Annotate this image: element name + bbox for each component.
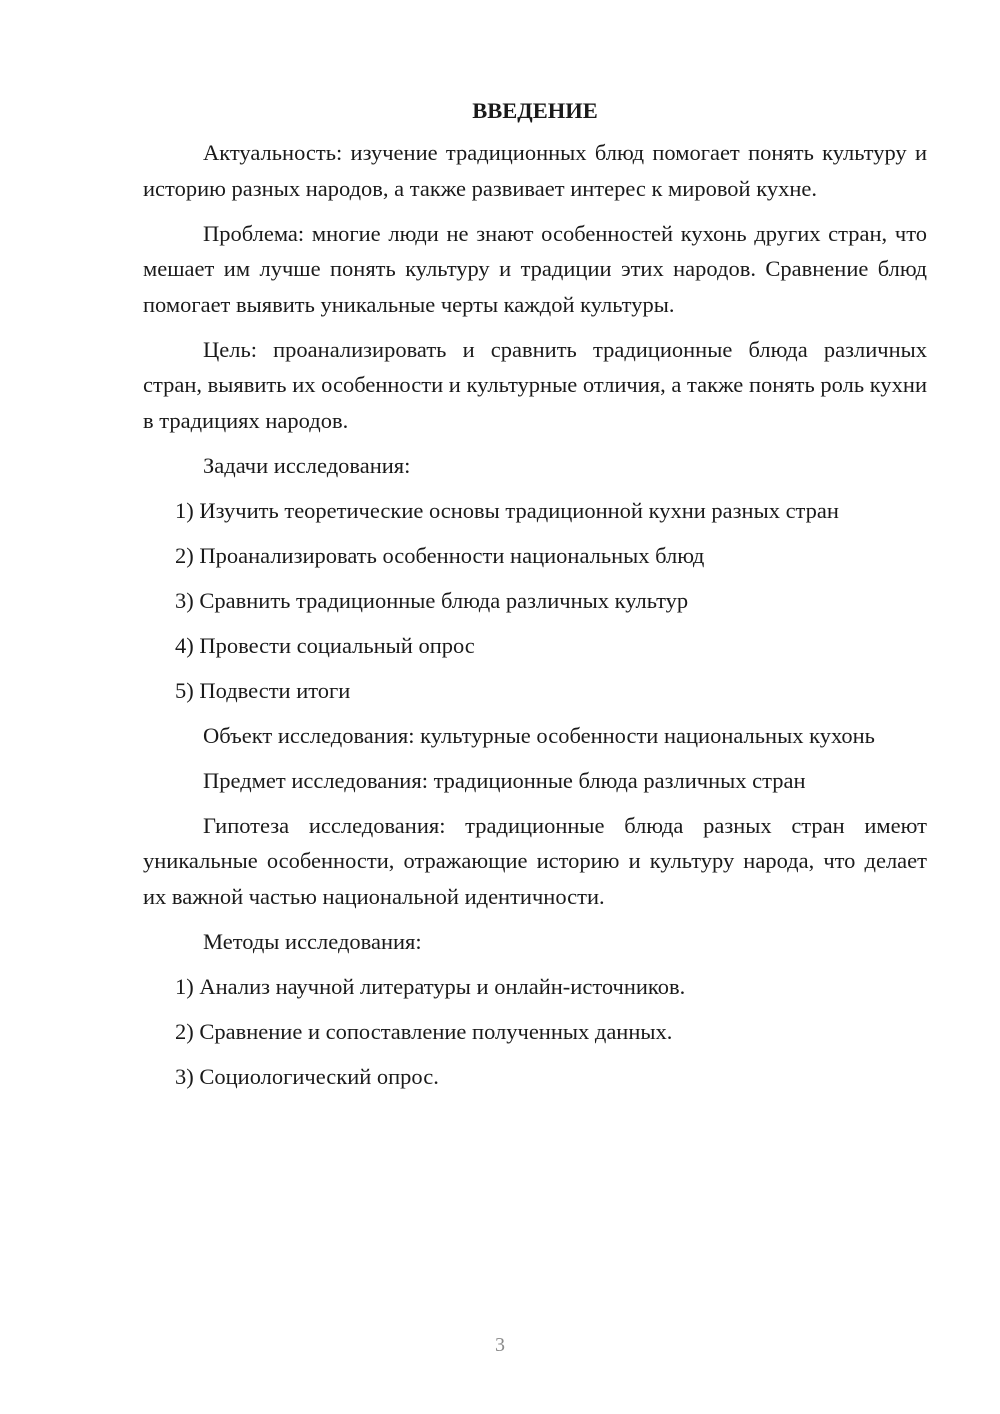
page-content — [143, 96, 927, 1104]
task-item: 2) Проанализировать особенности национальных блюд — [175, 542, 705, 568]
subject-paragraph: Предмет исследования: традиционные блюда различных стран — [203, 767, 806, 793]
section-title: ВВЕДЕНИЕ — [472, 98, 598, 123]
problem-paragraph: Проблема: многие люди не знают особенностей кухонь других стран, что мешает им лучше понять культуру и традиции этих народов. Сравнение блюд помогает выявить уникальные черты каждой культуры. — [143, 220, 927, 317]
method-item: 2) Сравнение и сопоставление полученных данных. — [175, 1018, 673, 1044]
task-item: 3) Сравнить традиционные блюда различных культур — [175, 587, 689, 613]
tasks-list — [143, 493, 927, 709]
task-item: 1) Изучить теоретические основы традиционной кухни разных стран — [175, 497, 839, 523]
task-item: 4) Провести социальный опрос — [175, 632, 475, 658]
method-item: 1) Анализ научной литературы и онлайн-источников. — [175, 973, 686, 999]
method-item: 3) Социологический опрос. — [175, 1063, 439, 1089]
page-number: 3 — [495, 1334, 505, 1356]
object-paragraph: Объект исследования: культурные особенности национальных кухонь — [203, 722, 875, 748]
goal-paragraph: Цель: проанализировать и сравнить традиционные блюда различных стран, выявить их особенности и культурные отличия, а также понять роль кухни в традициях народов. — [143, 336, 927, 433]
methods-list — [143, 969, 927, 1095]
relevance-paragraph: Актуальность: изучение традиционных блюд помогает понять культуру и историю разных народов, а также развивает интерес к мировой кухне. — [143, 140, 927, 201]
methods-heading: Методы исследования: — [203, 928, 422, 954]
task-item: 5) Подвести итоги — [175, 677, 351, 703]
hypothesis-paragraph: Гипотеза исследования: традиционные блюда разных стран имеют уникальные особенности, отражающие историю и культуру народа, что делает их важной частью национальной идентичности. — [143, 812, 927, 909]
tasks-heading: Задачи исследования: — [203, 452, 411, 478]
